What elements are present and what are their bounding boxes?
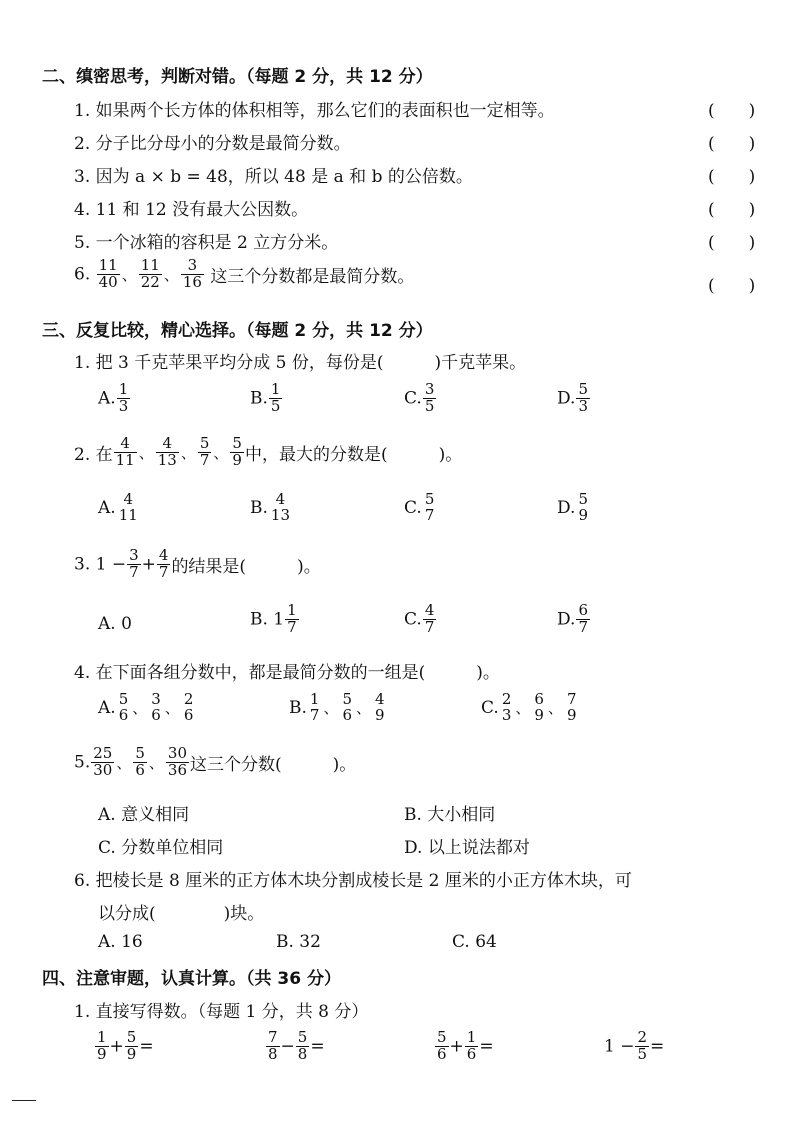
q4-option-b[interactable]: B. 1 7 、 5 6 、 4 9	[289, 690, 385, 724]
fraction: $\frac{5}{3}$	[578, 380, 588, 415]
q3-option-b[interactable]: B. 1 $\frac{1}{7}$	[250, 601, 297, 636]
fraction: 4 9	[375, 690, 385, 724]
fraction: 2 3	[501, 690, 512, 724]
page-edge-mark	[12, 1100, 36, 1101]
fraction: $\frac{4}{13}$	[157, 434, 177, 469]
fraction: $\frac{5}{8}$	[297, 1028, 308, 1063]
judge-item-3: 3. 因为 a × b = 48，所以 48 是 a 和 b 的公倍数。	[74, 167, 473, 187]
fraction: $\frac{3}{16}$	[182, 256, 202, 291]
q2-option-d[interactable]: D. 5 9	[557, 490, 588, 524]
choice-q3-text: 3. 1 − $\frac{3}{7}$ + $\frac{4}{7}$ 的结果是( )。	[74, 546, 321, 581]
fraction: $\frac{1}{9}$	[97, 1028, 107, 1063]
fraction: $\frac{2}{5}$	[637, 1028, 648, 1063]
fraction: 2 6	[183, 690, 194, 724]
fraction: $\frac{11}{22}$	[140, 256, 160, 291]
calc-expr-1: $\frac{1}{9}$ + $\frac{5}{9}$ =	[97, 1028, 154, 1063]
q6-option-b[interactable]: B. 32	[276, 932, 321, 952]
fraction: $\frac{5}{9}$	[232, 434, 242, 469]
fraction: 5 7	[424, 490, 435, 524]
choice-q6-line1: 6. 把棱长是 8 厘米的正方体木块分割成棱长是 2 厘米的小正方体木块，可	[74, 871, 632, 891]
calc-expr-4: 1 − $\frac{2}{5}$ =	[604, 1028, 665, 1063]
fraction: 7 9	[566, 690, 577, 724]
fraction: $\frac{11}{40}$	[98, 256, 118, 291]
q5-option-c[interactable]: C. 分数单位相同	[98, 838, 224, 858]
fraction: $\frac{5}{7}$	[199, 434, 210, 469]
fraction: 4 11	[118, 490, 138, 524]
fraction: $\frac{25}{30}$	[93, 744, 113, 779]
answer-paren-1[interactable]: ( )	[708, 101, 756, 121]
fraction: $\frac{7}{8}$	[268, 1028, 278, 1063]
fraction: 3 6	[151, 690, 161, 724]
judge-item-1: 1. 如果两个长方体的体积相等，那么它们的表面积也一定相等。	[74, 101, 555, 121]
q2-option-c[interactable]: C. 5 7	[404, 490, 435, 524]
item6-prefix: 6.	[74, 264, 91, 285]
fraction: 1 7	[309, 690, 320, 724]
fraction: 6 9	[534, 690, 544, 724]
judge-item-6: 6. $\frac{11}{40}$ 、 $\frac{11}{22}$ 、 $\frac{3}{16}$ 这三个分数都是最简分数。	[74, 256, 415, 291]
q1-option-b[interactable]: B. $\frac{1}{5}$	[250, 380, 281, 415]
q3-option-a[interactable]: A. 0	[98, 614, 132, 634]
fraction: $\frac{3}{5}$	[424, 380, 435, 415]
q1-option-c[interactable]: C. $\frac{3}{5}$	[404, 380, 435, 415]
q1-option-d[interactable]: D. $\frac{5}{3}$	[557, 380, 588, 415]
section4-title: 四、注意审题，认真计算。（共 36 分）	[42, 969, 341, 989]
q5-option-d[interactable]: D. 以上说法都对	[404, 838, 530, 858]
section2-title: 二、缜密思考，判断对错。（每题 2 分，共 12 分）	[42, 67, 433, 87]
fraction: $\frac{4}{7}$	[158, 546, 169, 581]
fraction: $\frac{1}{3}$	[118, 380, 129, 415]
q2-option-b[interactable]: B. 4 13	[250, 490, 290, 524]
fraction: $\frac{6}{7}$	[578, 601, 588, 636]
choice-q4-text: 4. 在下面各组分数中，都是最简分数的一组是( )。	[74, 663, 500, 683]
q4-option-c[interactable]: C. 2 3 、 6 9 、 7 9	[481, 690, 577, 724]
fraction: 5 9	[578, 490, 588, 524]
q1-option-a[interactable]: A. $\frac{1}{3}$	[98, 380, 129, 415]
calc-expr-3: $\frac{5}{6}$ + $\frac{1}{6}$ =	[437, 1028, 494, 1063]
q6-option-a[interactable]: A. 16	[98, 932, 143, 952]
answer-paren-2[interactable]: ( )	[708, 134, 756, 154]
fraction: $\frac{5}{6}$	[135, 744, 145, 779]
fraction: $\frac{1}{6}$	[466, 1028, 477, 1063]
fraction: $\frac{5}{9}$	[126, 1028, 137, 1063]
q3-option-d[interactable]: D. $\frac{6}{7}$	[557, 601, 588, 636]
fraction: $\frac{5}{6}$	[437, 1028, 447, 1063]
q2-option-a[interactable]: A. 4 11	[98, 490, 138, 524]
judge-item-2: 2. 分子比分母小的分数是最简分数。	[74, 134, 351, 154]
q3-option-c[interactable]: C. $\frac{4}{7}$	[404, 601, 435, 636]
calc-q1-text: 1. 直接写得数。（每题 1 分，共 8 分）	[74, 1002, 369, 1022]
choice-q6-line2: 以分成( )块。	[98, 904, 265, 924]
fraction: 5 6	[118, 690, 129, 724]
calc-expr-2: $\frac{7}{8}$ − $\frac{5}{8}$ =	[268, 1028, 325, 1063]
q6-option-c[interactable]: C. 64	[452, 932, 497, 952]
judge-item-4: 4. 11 和 12 没有最大公因数。	[74, 200, 309, 220]
fraction: $\frac{3}{7}$	[129, 546, 139, 581]
fraction: $\frac{4}{7}$	[424, 601, 435, 636]
answer-paren-5[interactable]: ( )	[708, 233, 756, 253]
fraction: $\frac{1}{5}$	[270, 380, 281, 415]
fraction: 5 6	[342, 690, 353, 724]
choice-q5-text: 5. $\frac{25}{30}$ 、 $\frac{5}{6}$ 、 $\frac{30}{36}$ 这三个分数( )。	[74, 744, 357, 779]
section3-title: 三、反复比较，精心选择。（每题 2 分，共 12 分）	[42, 321, 433, 341]
choice-q2-text: 2. 在 $\frac{4}{11}$ 、 $\frac{4}{13}$ 、 $\frac{5}{7}$ 、 $\frac{5}{9}$ 中，最大的分数是( )。	[74, 434, 463, 469]
fraction: $\frac{1}{7}$	[287, 601, 297, 636]
answer-paren-4[interactable]: ( )	[708, 200, 756, 220]
answer-paren-6[interactable]: ( )	[708, 276, 756, 296]
q5-option-a[interactable]: A. 意义相同	[98, 805, 190, 825]
answer-paren-3[interactable]: ( )	[708, 167, 756, 187]
fraction: $\frac{30}{36}$	[167, 744, 187, 779]
fraction: 4 13	[270, 490, 290, 524]
q4-option-a[interactable]: A. 5 6 、 3 6 、 2 6	[98, 690, 194, 724]
judge-item-5: 5. 一个冰箱的容积是 2 立方分米。	[74, 233, 339, 253]
q5-option-b[interactable]: B. 大小相同	[404, 805, 496, 825]
item6-suffix: 这三个分数都是最简分数。	[210, 266, 415, 287]
fraction: $\frac{4}{11}$	[115, 434, 135, 469]
choice-q1-text: 1. 把 3 千克苹果平均分成 5 份，每份是( )千克苹果。	[74, 353, 527, 373]
